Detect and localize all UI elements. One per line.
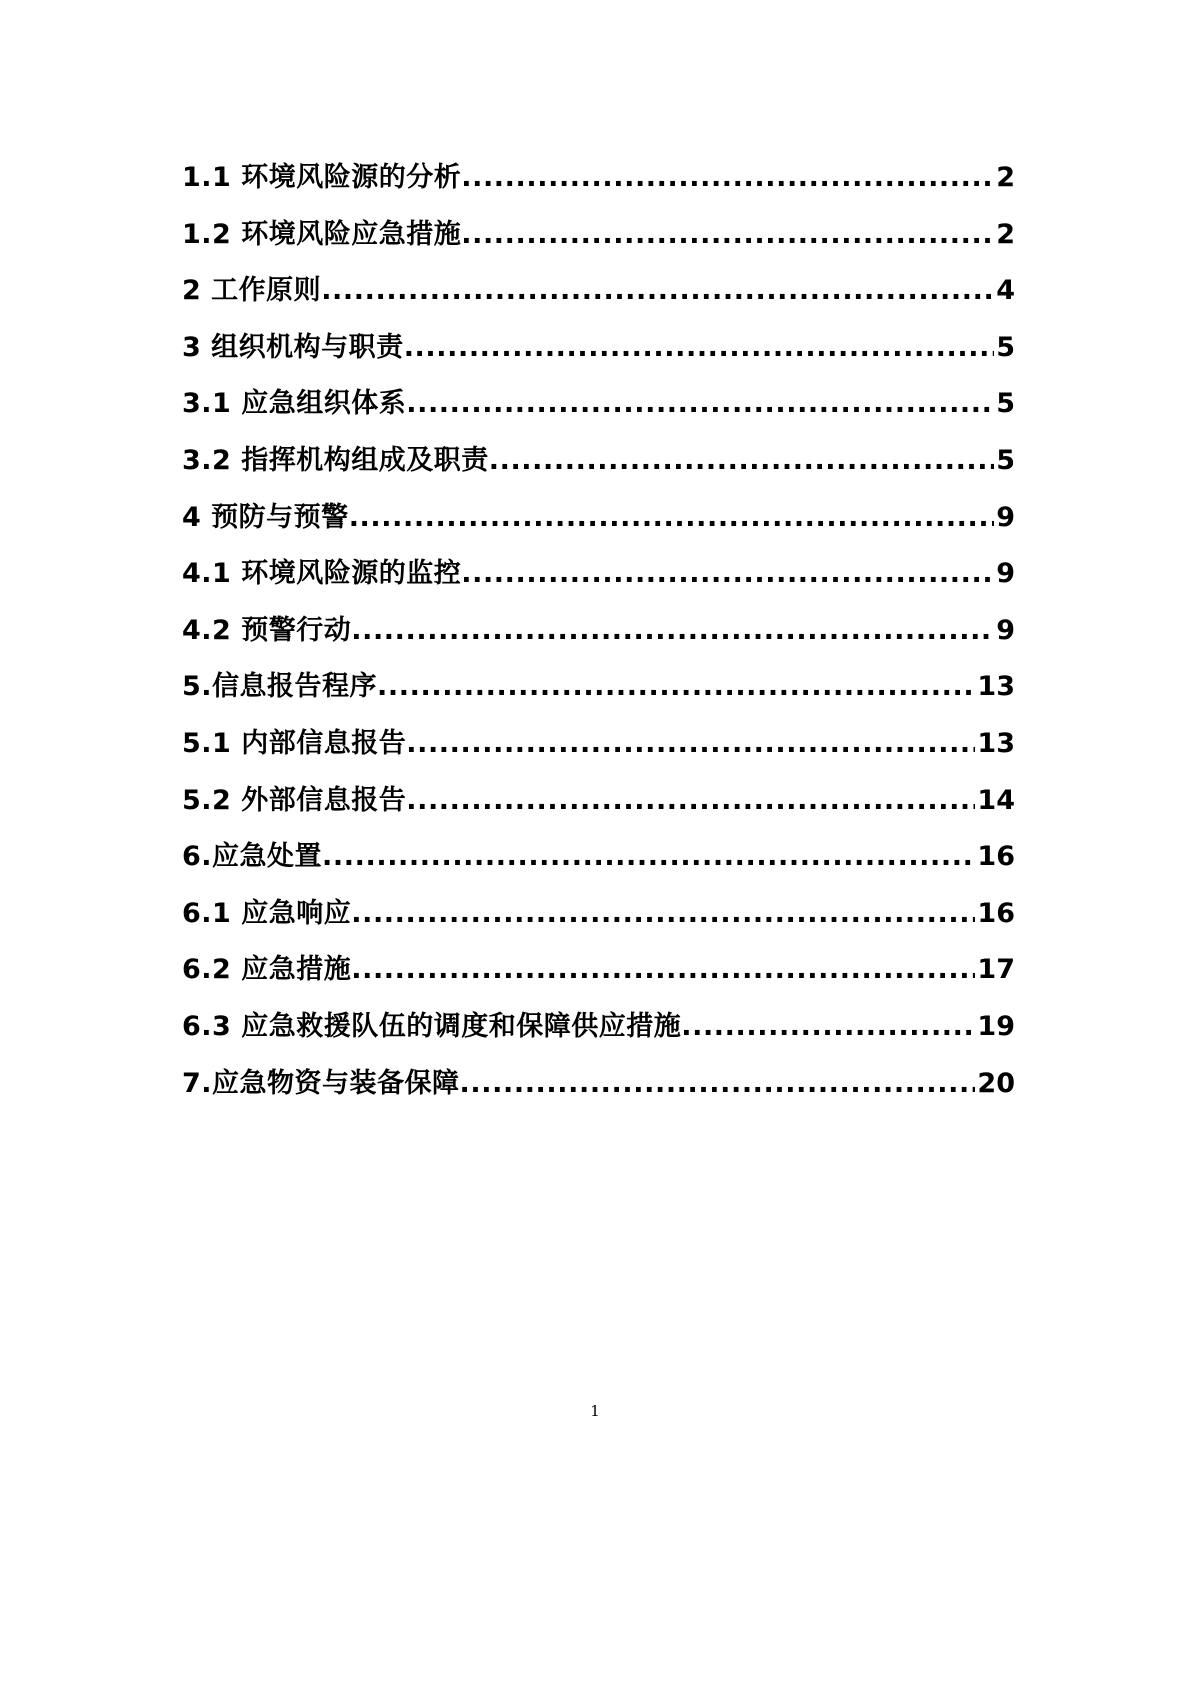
- toc-dot-leader: [406, 388, 994, 419]
- toc-dot-leader: [351, 898, 975, 929]
- toc-entry-title: 5.信息报告程序: [182, 671, 378, 703]
- toc-entry-title: 5.2 外部信息报告: [182, 784, 407, 816]
- toc-dot-leader: [406, 785, 975, 816]
- toc-dot-leader: [404, 332, 995, 363]
- toc-entry-page: 17: [977, 954, 1015, 986]
- toc-entry-page: 20: [977, 1067, 1015, 1099]
- toc-entry-page: 5: [996, 331, 1015, 363]
- toc-entry-page: 13: [977, 727, 1015, 759]
- toc-entry-title: 4.2 预警行动: [182, 614, 352, 646]
- toc-dot-leader: [461, 558, 994, 589]
- toc-entry-page: 9: [996, 501, 1015, 533]
- toc-entry-title: 3.1 应急组织体系: [182, 388, 407, 420]
- toc-dot-leader: [322, 841, 975, 872]
- toc-entry[interactable]: [182, 268, 1015, 325]
- toc-entry[interactable]: [182, 381, 1015, 438]
- toc-entry-title: 7.应急物资与装备保障: [182, 1067, 460, 1099]
- toc-entry-page: 9: [996, 614, 1015, 646]
- toc-entry-title: 6.应急处置: [182, 841, 323, 873]
- toc-entry[interactable]: [182, 155, 1015, 212]
- toc-dot-leader: [489, 445, 994, 476]
- toc-dot-leader: [461, 219, 994, 250]
- toc-entry[interactable]: [182, 664, 1015, 721]
- toc-entry-title: 3 组织机构与职责: [182, 331, 404, 363]
- toc-dot-leader: [377, 671, 975, 702]
- toc-dot-leader: [351, 954, 975, 985]
- toc-entry-title: 2 工作原则: [182, 275, 322, 307]
- toc-entry[interactable]: [182, 325, 1015, 382]
- toc-entry-page: 14: [977, 784, 1015, 816]
- toc-entry[interactable]: [182, 834, 1015, 891]
- toc-entry-title: 3.2 指挥机构组成及职责: [182, 444, 489, 476]
- toc-entry-page: 4: [996, 275, 1015, 307]
- toc-dot-leader: [351, 615, 994, 646]
- toc-entry-title: 4 预防与预警: [182, 501, 349, 533]
- toc-entry[interactable]: [182, 778, 1015, 835]
- toc-entry-page: 16: [977, 897, 1015, 929]
- toc-entry[interactable]: [182, 212, 1015, 269]
- toc-entry[interactable]: [182, 891, 1015, 948]
- toc-entry[interactable]: [182, 947, 1015, 1004]
- toc-entry-title: 6.2 应急措施: [182, 954, 352, 986]
- toc-dot-leader: [461, 162, 994, 193]
- toc-entry[interactable]: [182, 1061, 1015, 1118]
- toc-entry[interactable]: [182, 495, 1015, 552]
- toc-entry[interactable]: [182, 1004, 1015, 1061]
- toc-entry[interactable]: [182, 721, 1015, 778]
- toc-entry-page: 13: [977, 671, 1015, 703]
- toc-entry[interactable]: [182, 438, 1015, 495]
- toc-dot-leader: [681, 1011, 975, 1042]
- toc-entry-title: 1.2 环境风险应急措施: [182, 218, 462, 250]
- page-number: 1: [590, 1402, 600, 1420]
- toc-dot-leader: [406, 728, 975, 759]
- toc-entry-page: 16: [977, 841, 1015, 873]
- toc-entry-page: 9: [996, 558, 1015, 590]
- toc-dot-leader: [321, 275, 994, 306]
- toc-entry-page: 2: [996, 218, 1015, 250]
- toc-entry[interactable]: [182, 551, 1015, 608]
- toc-entry-title: 6.3 应急救援队伍的调度和保障供应措施: [182, 1010, 682, 1042]
- toc-entry-title: 5.1 内部信息报告: [182, 727, 407, 759]
- toc-entry-title: 6.1 应急响应: [182, 897, 352, 929]
- toc-entry-title: 4.1 环境风险源的监控: [182, 558, 462, 590]
- toc-dot-leader: [349, 502, 995, 533]
- toc-dot-leader: [460, 1068, 976, 1099]
- table-of-contents: [182, 155, 1015, 1117]
- toc-entry-page: 5: [996, 388, 1015, 420]
- toc-entry-page: 5: [996, 444, 1015, 476]
- toc-entry[interactable]: [182, 608, 1015, 665]
- toc-entry-page: 2: [996, 162, 1015, 193]
- toc-entry-title: 1.1 环境风险源的分析: [182, 162, 462, 193]
- toc-entry-page: 19: [977, 1010, 1015, 1042]
